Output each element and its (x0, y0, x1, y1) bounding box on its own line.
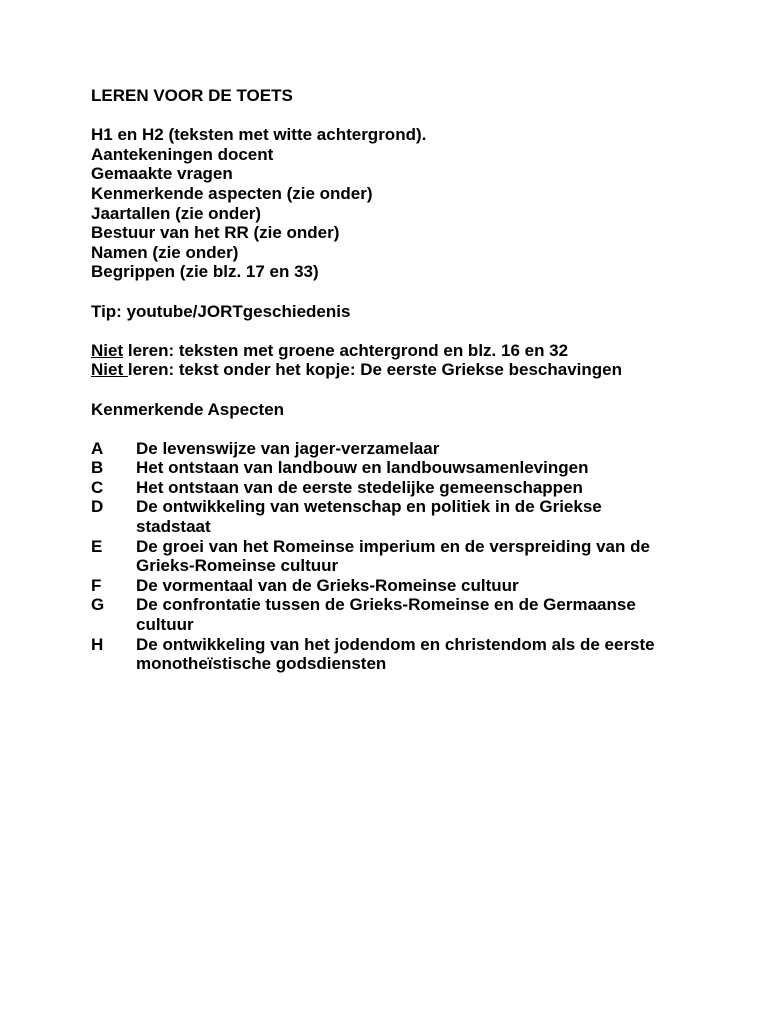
not-study-list (91, 341, 691, 380)
document-page (91, 86, 691, 674)
not-study-text: leren: teksten met groene achtergrond en blz. 16 en 32 (123, 340, 569, 360)
aspect-text: De ontwikkeling van wetenschap en politiek in de Griekse stadstaat (136, 497, 602, 537)
study-item: H1 en H2 (teksten met witte achtergrond). (91, 125, 427, 145)
spacer (91, 321, 691, 341)
aspect-item (91, 595, 691, 634)
not-emphasis: Niet (91, 340, 124, 360)
aspect-letter: A (91, 438, 104, 458)
study-item: Begrippen (zie blz. 17 en 33) (91, 262, 319, 282)
not-study-item (91, 360, 691, 380)
spacer (91, 282, 691, 302)
aspect-letter: E (91, 536, 103, 556)
aspect-text: De levenswijze van jager-verzamelaar (136, 438, 440, 458)
aspect-item (91, 497, 691, 536)
aspect-letter: H (91, 634, 104, 654)
aspect-letter: C (91, 477, 104, 497)
study-item: Aantekeningen docent (91, 144, 274, 164)
aspect-text: De ontwikkeling van het jodendom en christendom als de eerste monotheïstische godsdiensten (136, 634, 655, 674)
aspect-letter: F (91, 575, 102, 595)
aspect-item (91, 478, 691, 498)
not-study-text: leren: tekst onder het kopje: De eerste Griekse beschavingen (127, 360, 622, 380)
not-study-item (91, 341, 691, 361)
spacer (91, 380, 691, 400)
aspects-heading: Kenmerkende Aspecten (91, 399, 285, 419)
aspect-item (91, 439, 691, 459)
aspect-text: De groei van het Romeinse imperium en de verspreiding van de Grieks-Romeinse cultuur (136, 536, 650, 576)
study-item: Bestuur van het RR (zie onder) (91, 223, 340, 243)
tip-text: Tip: youtube/JORTgeschiedenis (91, 301, 351, 321)
study-item: Jaartallen (zie onder) (91, 203, 262, 223)
document-title: LEREN VOOR DE TOETS (91, 86, 293, 105)
aspect-item (91, 537, 691, 576)
study-item: Gemaakte vragen (91, 164, 233, 184)
study-item: Kenmerkende aspecten (zie onder) (91, 183, 373, 203)
spacer (91, 419, 691, 439)
aspect-letter: B (91, 458, 104, 478)
aspect-text: Het ontstaan van de eerste stedelijke gemeenschappen (136, 477, 583, 497)
aspect-item (91, 576, 691, 596)
aspect-letter: G (91, 595, 105, 615)
aspect-text: De vormentaal van de Grieks-Romeinse cultuur (136, 575, 519, 595)
aspect-item (91, 635, 691, 674)
aspects-list (91, 439, 691, 674)
aspect-text: Het ontstaan van landbouw en landbouwsamenlevingen (136, 458, 589, 478)
spacer (91, 106, 691, 126)
aspect-item (91, 458, 691, 478)
aspect-letter: D (91, 497, 104, 517)
not-emphasis: Niet (91, 360, 128, 380)
study-list (91, 125, 691, 282)
study-item: Namen (zie onder) (91, 242, 239, 262)
aspect-text: De confrontatie tussen de Grieks-Romeinse en de Germaanse cultuur (136, 595, 636, 635)
